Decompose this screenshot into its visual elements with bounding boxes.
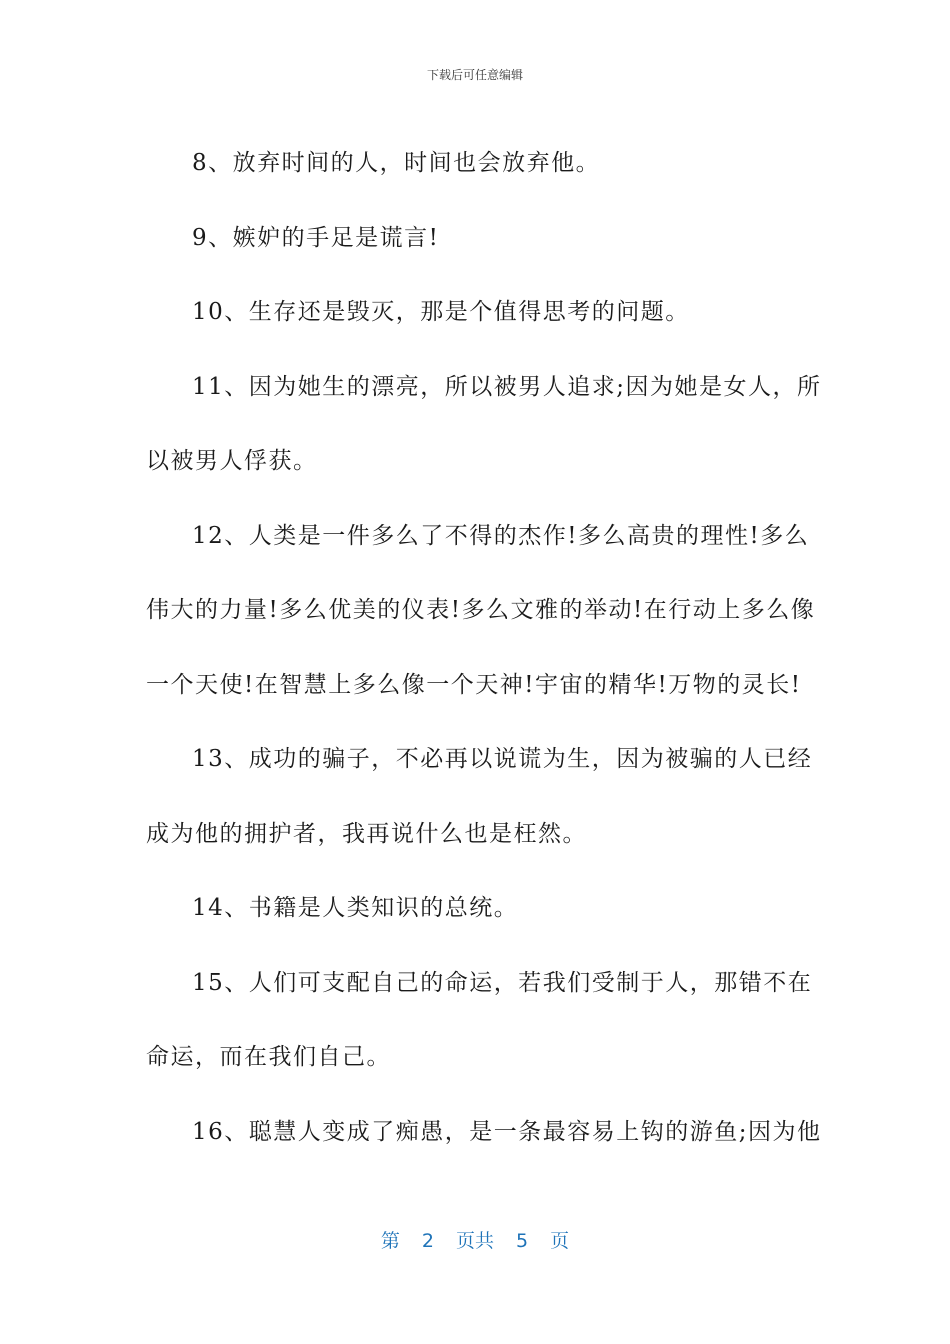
text-line: 13、成功的骗子，不必再以说谎为生，因为被骗的人已经 — [192, 746, 813, 772]
text-line: 伟大的力量!多么优美的仪表!多么文雅的举动!在行动上多么像 — [146, 597, 816, 623]
text-line: 14、书籍是人类知识的总统。 — [192, 895, 519, 921]
document-body — [146, 126, 822, 1169]
text-line: 一个天使!在智慧上多么像一个天神!宇宙的精华!万物的灵长! — [146, 671, 802, 698]
text-line: 以被男人俘获。 — [146, 448, 318, 474]
page-footer — [0, 1226, 950, 1253]
text-line: 12、人类是一件多么了不得的杰作!多么高贵的理性!多么 — [192, 522, 810, 549]
footer-prefix: 第 — [380, 1230, 400, 1252]
total-pages-number: 5 — [516, 1230, 529, 1252]
text-line: 9、嫉妒的手足是谎言! — [192, 224, 440, 251]
text-line: 15、人们可支配自己的命运，若我们受制于人，那错不在 — [192, 969, 813, 996]
text-line: 8、放弃时间的人，时间也会放弃他。 — [192, 150, 601, 176]
footer-middle: 页共 — [455, 1230, 494, 1252]
text-line: 10、生存还是毁灭，那是个值得思考的问题。 — [192, 299, 690, 325]
current-page-number: 2 — [421, 1230, 434, 1252]
footer-suffix: 页 — [550, 1230, 570, 1252]
page-header: 下载后可任意编辑 — [426, 68, 523, 82]
text-line: 命运，而在我们自己。 — [146, 1044, 391, 1070]
text-line: 16、聪慧人变成了痴愚，是一条最容易上钩的游鱼;因为他 — [192, 1118, 822, 1145]
text-line: 11、因为她生的漂亮，所以被男人追求;因为她是女人，所 — [192, 373, 822, 400]
text-line: 成为他的拥护者，我再说什么也是枉然。 — [146, 820, 587, 847]
